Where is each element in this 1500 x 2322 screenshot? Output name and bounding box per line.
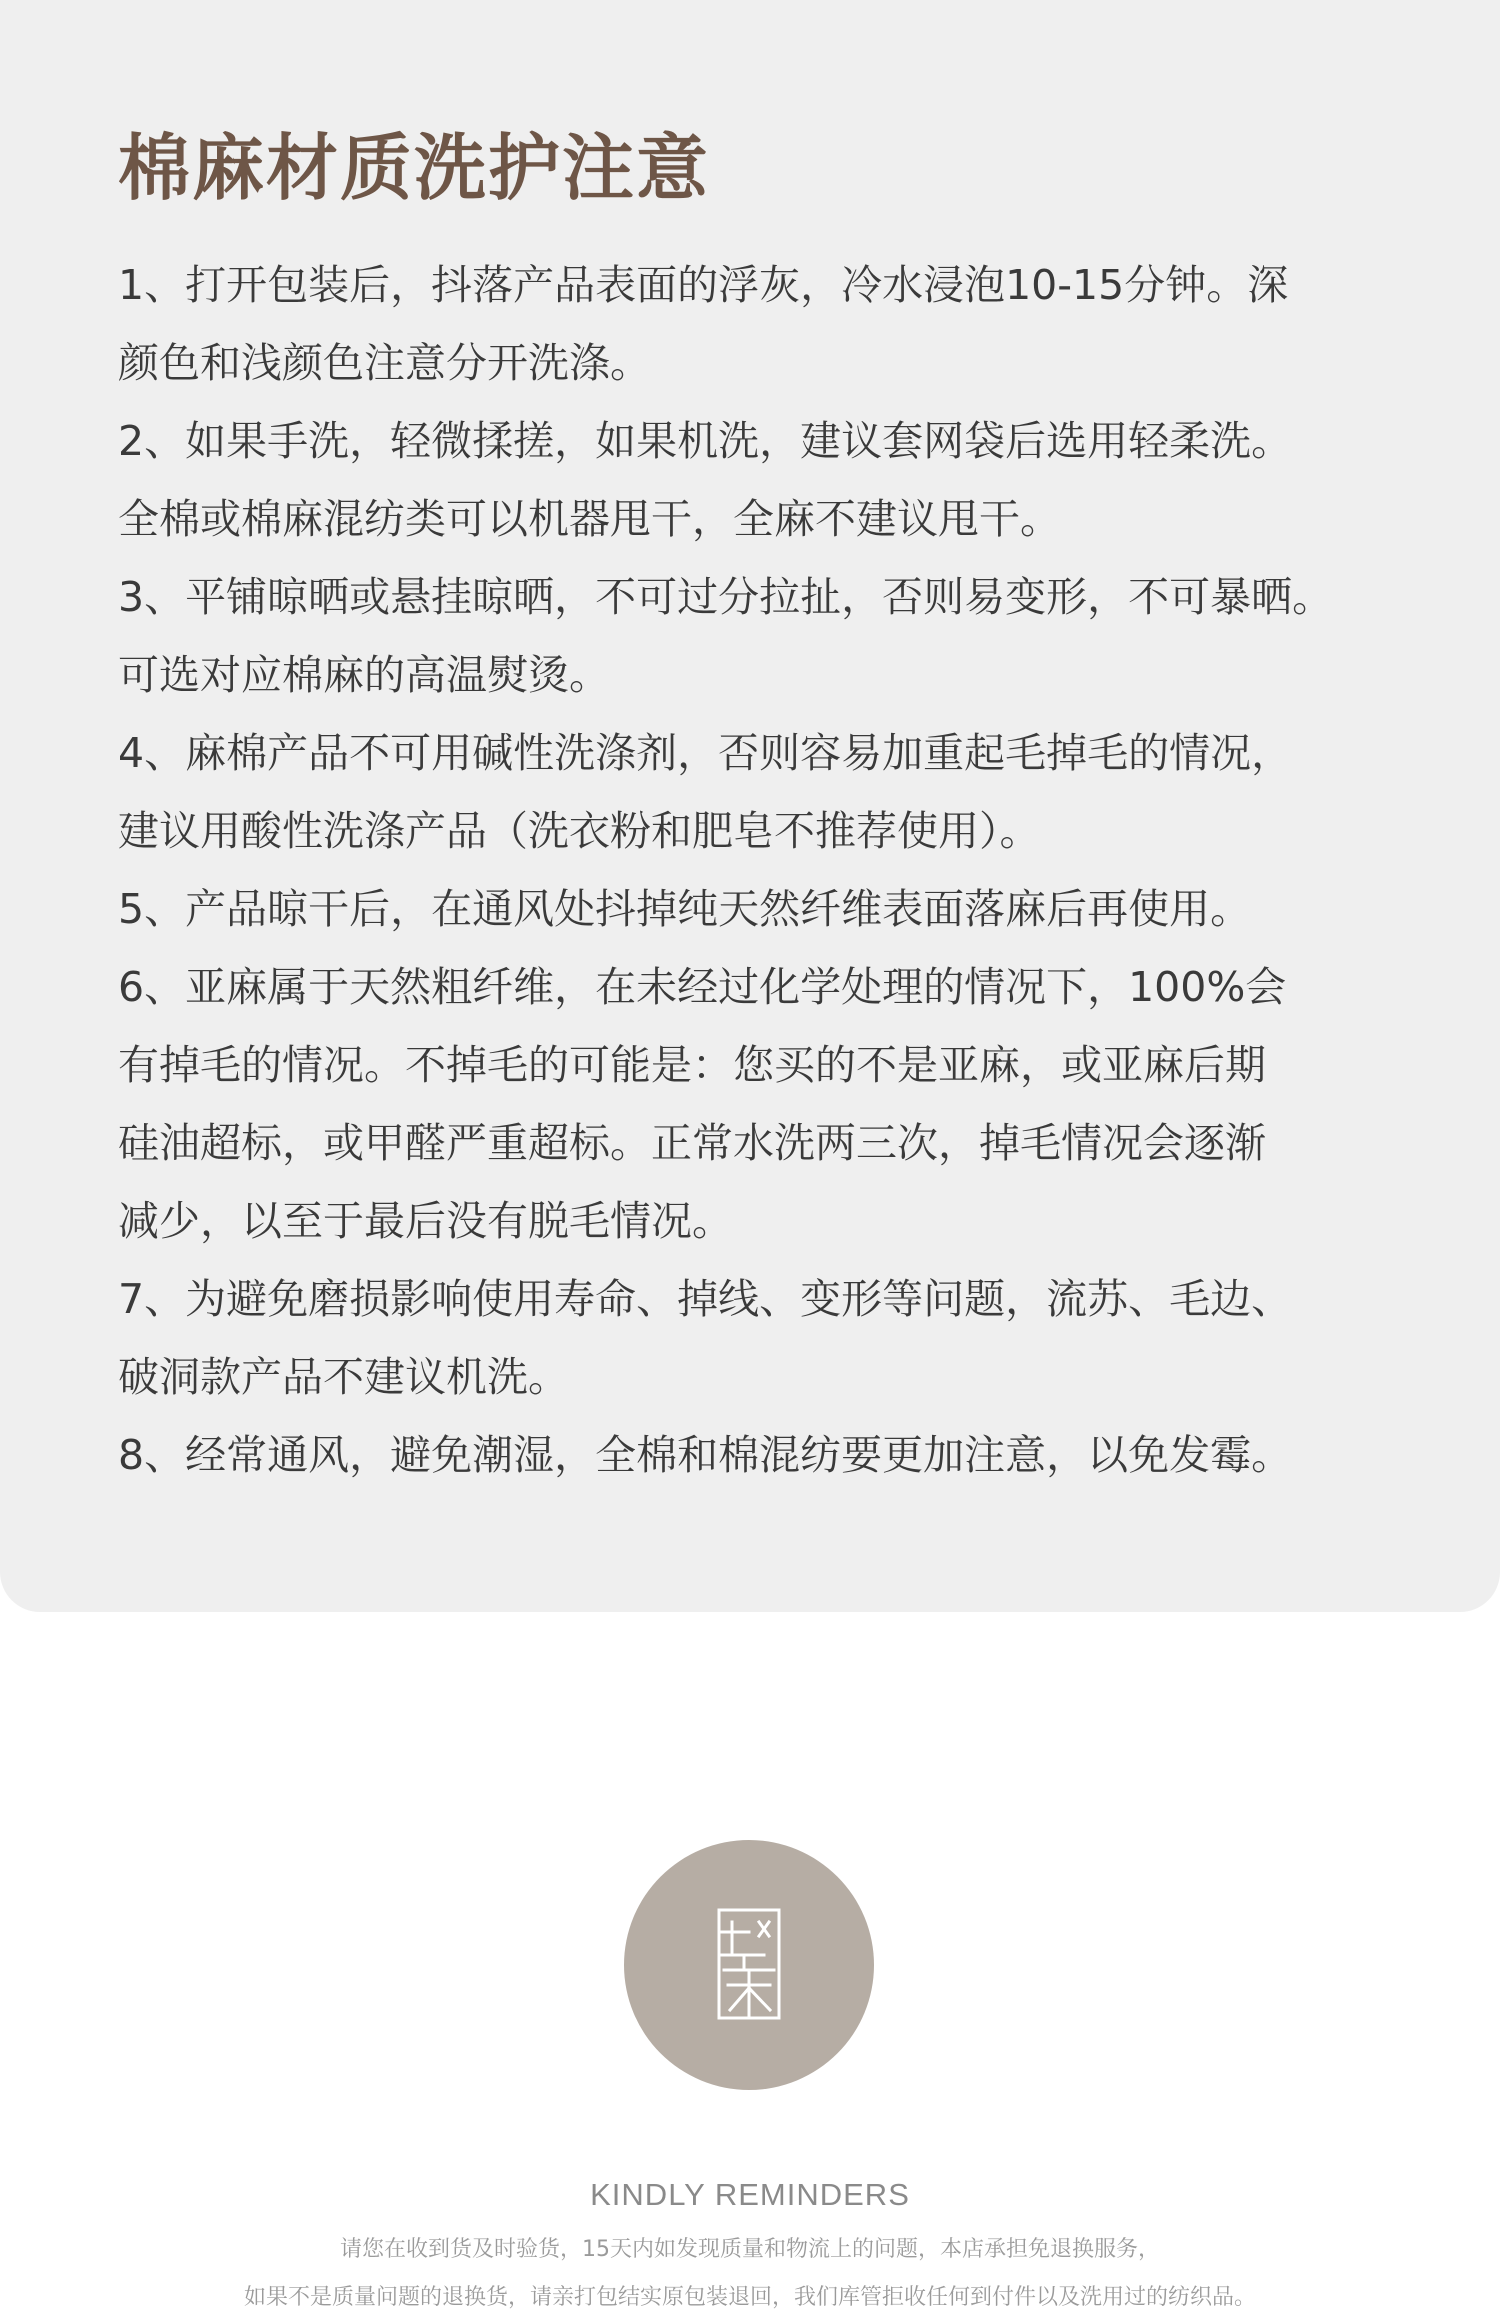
instruction-line: 1、打开包装后，抖落产品表面的浮灰，冷水浸泡10-15分钟。深 bbox=[118, 261, 1289, 309]
brand-seal-icon bbox=[624, 1840, 874, 2090]
instruction-line: 5、产品晾干后，在通风处抖掉纯天然纤维表面落麻后再使用。 bbox=[118, 885, 1252, 933]
instruction-line: 6、亚麻属于天然粗纤维，在未经过化学处理的情况下，100%会 bbox=[118, 963, 1287, 1011]
reminder-note-line-1: 请您在收到货及时验货，15天内如发现质量和物流上的问题，本店承担免退换服务， bbox=[340, 2237, 1160, 2262]
seal-mark-svg bbox=[624, 1840, 874, 2090]
instruction-line: 3、平铺晾晒或悬挂晾晒，不可过分拉扯，否则易变形，不可暴晒。 bbox=[118, 573, 1334, 621]
instruction-line: 有掉毛的情况。不掉毛的可能是：您买的不是亚麻，或亚麻后期 bbox=[118, 1041, 1266, 1089]
care-title: 棉麻材质洗护注意 bbox=[118, 126, 711, 210]
kindly-reminders-heading: KINDLY REMINDERS bbox=[590, 2177, 910, 2212]
instruction-line: 2、如果手洗，轻微揉搓，如果机洗，建议套网袋后选用轻柔洗。 bbox=[118, 417, 1293, 465]
care-instructions-list bbox=[118, 246, 1418, 1494]
instruction-line: 硅油超标，或甲醛严重超标。正常水洗两三次，掉毛情况会逐渐 bbox=[118, 1119, 1266, 1167]
instruction-line: 减少，以至于最后没有脱毛情况。 bbox=[118, 1197, 733, 1245]
instruction-line: 8、经常通风，避免潮湿，全棉和棉混纺要更加注意，以免发霉。 bbox=[118, 1431, 1293, 1479]
instruction-line: 建议用酸性洗涤产品（洗衣粉和肥皂不推荐使用）。 bbox=[118, 807, 1041, 855]
instruction-line: 全棉或棉麻混纺类可以机器甩干，全麻不建议甩干。 bbox=[118, 495, 1061, 543]
instruction-line: 颜色和浅颜色注意分开洗涤。 bbox=[118, 339, 651, 387]
instruction-line: 7、为避免磨损影响使用寿命、掉线、变形等问题，流苏、毛边、 bbox=[118, 1275, 1293, 1323]
reminder-note-line-2: 如果不是质量问题的退换货，请亲打包结实原包装退回，我们库管拒收任何到付件以及洗用过的纺织品。 bbox=[243, 2285, 1256, 2310]
instruction-line: 破洞款产品不建议机洗。 bbox=[118, 1353, 569, 1401]
instruction-line: 可选对应棉麻的高温熨烫。 bbox=[118, 651, 610, 699]
instruction-line: 4、麻棉产品不可用碱性洗涤剂，否则容易加重起毛掉毛的情况， bbox=[118, 729, 1293, 777]
